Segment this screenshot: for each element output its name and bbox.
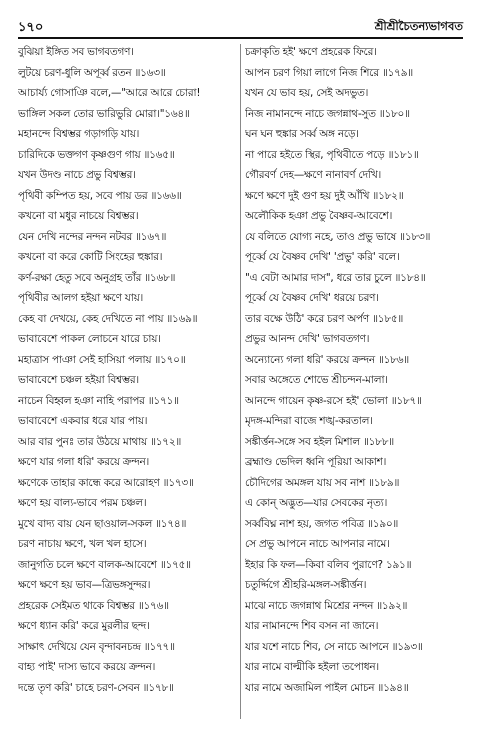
verse-line: তার বক্ষে উঠি' করে চরণ অর্পণ ॥১৮৫॥ xyxy=(245,312,404,325)
verse-line: চৌদিগের অমঙ্গল যায় সব নাশ ॥১৮৯॥ xyxy=(245,476,400,489)
verse-line: ভাবাবেশে একবার ধরে যার পায়। xyxy=(18,415,148,427)
verse-line: প্রভুর আনন্দ দেখি' ভাগবতগণ। xyxy=(245,333,370,345)
header-rule xyxy=(18,37,463,39)
verse-line: ক্ষণে ধ্যান করি' করে মুরলীর ছন্দ। xyxy=(18,620,150,632)
verse-line: যখন যে ভাব হয়, সেই অদভুত। xyxy=(245,87,369,99)
verse-line: মহাত্রাস পাঞা সেই হাসিয়া পলায় ॥১৭০॥ xyxy=(18,353,186,366)
verse-line: না পারে হইতে স্থির, পৃথিবীতে পড়ে ॥১৮১॥ xyxy=(245,148,419,161)
verse-line: সে প্রভু আপনে নাচে আপনার নামে। xyxy=(245,538,390,550)
verse-line: এ কোন্ অদ্ভুত—যার সেবকের নৃত্য। xyxy=(245,497,388,509)
verse-line: অন্যোন্যে গলা ধরি' করয়ে ক্রন্দন ॥১৮৬॥ xyxy=(245,353,409,366)
left-column xyxy=(18,42,236,721)
verse-line: অলৌকিক হঞা প্রভু বৈষ্ণব-আবেশে। xyxy=(245,210,393,222)
verse-line: বাহ্য পাই' দাস্য ভাবে করয়ে ক্রন্দন। xyxy=(18,661,156,673)
verse-line: সবার অঙ্গেতে শোভে শ্রীচন্দন-মালা। xyxy=(245,374,388,386)
verse-line: ভাবাবেশে চঞ্চল হইয়া বিশ্বম্ভর। xyxy=(18,374,139,386)
verse-line: দন্তে তৃণ করি' চাহে চরণ-সেবন ॥১৭৮॥ xyxy=(18,681,174,694)
verse-line: যার নামে অজামিল পাইল মোচন ॥১৯৪॥ xyxy=(245,681,409,694)
verse-line: বুঝিয়া ইঙ্গিত সব ভাগবতগণ। xyxy=(18,46,134,58)
verse-line: ব্রহ্মাণ্ড ভেদিল ধ্বনি পূরিয়া আকাশ। xyxy=(245,456,387,468)
verse-line: যখন উদণ্ড নাচে প্রভু বিশ্বম্ভর। xyxy=(18,169,136,181)
verse-line: যে বলিতে যোগ্য নহে, তাও প্রভু ভাষে ॥১৮৩॥ xyxy=(245,230,431,243)
verse-line: সাক্ষাৎ দেখিয়ে যেন বৃন্দাবনচন্দ্র ॥১৭৭॥ xyxy=(18,640,175,653)
verse-line: মাঝে নাচে জগন্নাথ মিশ্রের নন্দন ॥১৯২॥ xyxy=(245,599,408,612)
verse-line: যার যশে নাচে শিব, সে নাচে আপনে ॥১৯৩॥ xyxy=(245,640,423,653)
verse-line: পৃথিবী কম্পিত হয়, সবে পায় ডর ॥১৬৬॥ xyxy=(18,189,182,202)
verse-line: যার নামে বাল্মীকি হইলা তপোধন। xyxy=(245,661,379,673)
verse-line: নিজ নামানন্দে নাচে জগন্নাথ-সুত ॥১৮০॥ xyxy=(245,107,410,120)
verse-line: আর বার পুনঃ তার উঠয়ে মাথায় ॥১৭২॥ xyxy=(18,435,182,448)
verse-line: সর্ব্ববিঘ্ন নাশ হয়, জগত পবিত্র ॥১৯০॥ xyxy=(245,517,399,530)
verse-line: পূর্ব্বে যে বৈষ্ণব দেখি' ধরয়ে চরণ। xyxy=(245,292,379,304)
verse-line: ক্ষণে যার গলা ধরি' করয়ে ক্রন্দন। xyxy=(18,456,150,468)
verse-line: নাচেন বিহ্বল হঞা নাহি পরাপর ॥১৭১॥ xyxy=(18,394,179,407)
text-columns xyxy=(18,42,463,721)
verse-line: সঙ্কীর্ত্তন-সঙ্গে সব হইল মিশাল ॥১৮৮॥ xyxy=(245,435,394,448)
verse-line: পৃথিবীর আলগ হইয়া ক্ষণে যায়। xyxy=(18,292,144,304)
verse-line: কেহ বা দেখয়ে, কেহ দেখিতে না পায় ॥১৬৯॥ xyxy=(18,312,198,325)
running-head: শ্রীশ্রীচৈতন্যভাগবত xyxy=(374,19,463,33)
verse-line: যার নামানন্দে শিব বসন না জানে। xyxy=(245,620,379,632)
verse-line: ভাঙ্গিল সকল তোর ভারিভুরি মোরা।"১৬৪॥ xyxy=(18,107,190,120)
verse-line: ভাবাবেশে পাকল লোচনে যারে চায়। xyxy=(18,333,161,345)
verse-line: মহানন্দে বিশ্বম্ভর গড়াগড়ি যায়। xyxy=(18,128,140,140)
verse-line: লুটয়ে চরণ-ধুলি অপূর্ব্ব রতন ॥১৬৩॥ xyxy=(18,66,166,79)
verse-line: আনন্দে গায়েন কৃষ্ণ-রসে হই' ভোলা ॥১৮৭॥ xyxy=(245,394,422,407)
verse-line: ইহার কি ফল—কিবা বলিব পুরাণে? ১৯১॥ xyxy=(245,558,412,571)
verse-line: জানুগতি চলে ক্ষণে বালক-আবেশে ॥১৭৫॥ xyxy=(18,558,191,571)
verse-line: ক্ষণে ক্ষণে দুই গুণ হয় দুই আঁখি ॥১৮২॥ xyxy=(245,189,404,202)
verse-line: ঘন ঘন হুঙ্কার সর্ব্ব অঙ্গ নড়ে। xyxy=(245,128,359,140)
verse-line: "এ বেটা আমার দাস", ধরে তার চুলে ॥১৮৪॥ xyxy=(245,271,426,284)
verse-line: কখনো বা মধুর নাচয়ে বিশ্বম্ভর। xyxy=(18,210,139,222)
page-number: ১৭০ xyxy=(18,20,44,35)
verse-line: আচার্য্য গোসাঞি বলে,—"আরে আরে চোরা! xyxy=(18,87,201,99)
verse-line: ক্ষণে হয় বাল্য-ভাবে পরম চঞ্চল। xyxy=(18,497,147,509)
verse-line: চক্রাকৃতি হই' ক্ষণে প্রহরেক ফিরে। xyxy=(245,46,377,58)
verse-line: কর্ণ-রক্ষা হেতু সবে অনুগ্রহ তাঁর ॥১৬৮॥ xyxy=(18,271,176,284)
verse-line: ক্ষণেকে তাহার কান্ধে করে আরোহণ ॥১৭৩॥ xyxy=(18,476,194,489)
verse-line: যেন দেখি নন্দের নন্দন নটবর ॥১৬৭॥ xyxy=(18,230,167,243)
verse-line: গৌরবর্ণ দেহ—ক্ষণে নানাবর্ণ দেখি। xyxy=(245,169,381,181)
verse-line: চতুর্দ্দিগে শ্রীহরি-মঙ্গল-সঙ্কীর্ত্তন। xyxy=(245,579,367,591)
verse-line: আপন চরণ গিয়া লাগে নিজ শিরে ॥১৭৯॥ xyxy=(245,66,413,79)
verse-line: প্রহরেক সেইমত থাকে বিশ্বম্ভর ॥১৭৬॥ xyxy=(18,599,169,612)
verse-line: কখনো বা করে কোটি সিংহের হুঙ্কার। xyxy=(18,251,163,263)
verse-line: পূর্ব্বে যে বৈষ্ণব দেখি' 'প্রভু' করি' বলে। xyxy=(245,251,400,263)
verse-line: চরণ নাচায় ক্ষণে, খল খল হাসে। xyxy=(18,538,147,550)
verse-line: ক্ষণে ক্ষণে হয় ভাব—ত্রিভঙ্গসুন্দর। xyxy=(18,579,151,591)
verse-line: চারিদিকে ভক্তগণ কৃষ্ণগুণ গায় ॥১৬৫॥ xyxy=(18,148,175,161)
right-column xyxy=(245,42,463,721)
verse-line: মৃদঙ্গ-মন্দিরা বাজে শঙ্খ-করতাল। xyxy=(245,415,373,427)
verse-line: মুখে বাদ্য বায় যেন ছাওয়াল-সকল ॥১৭৪॥ xyxy=(18,517,187,530)
